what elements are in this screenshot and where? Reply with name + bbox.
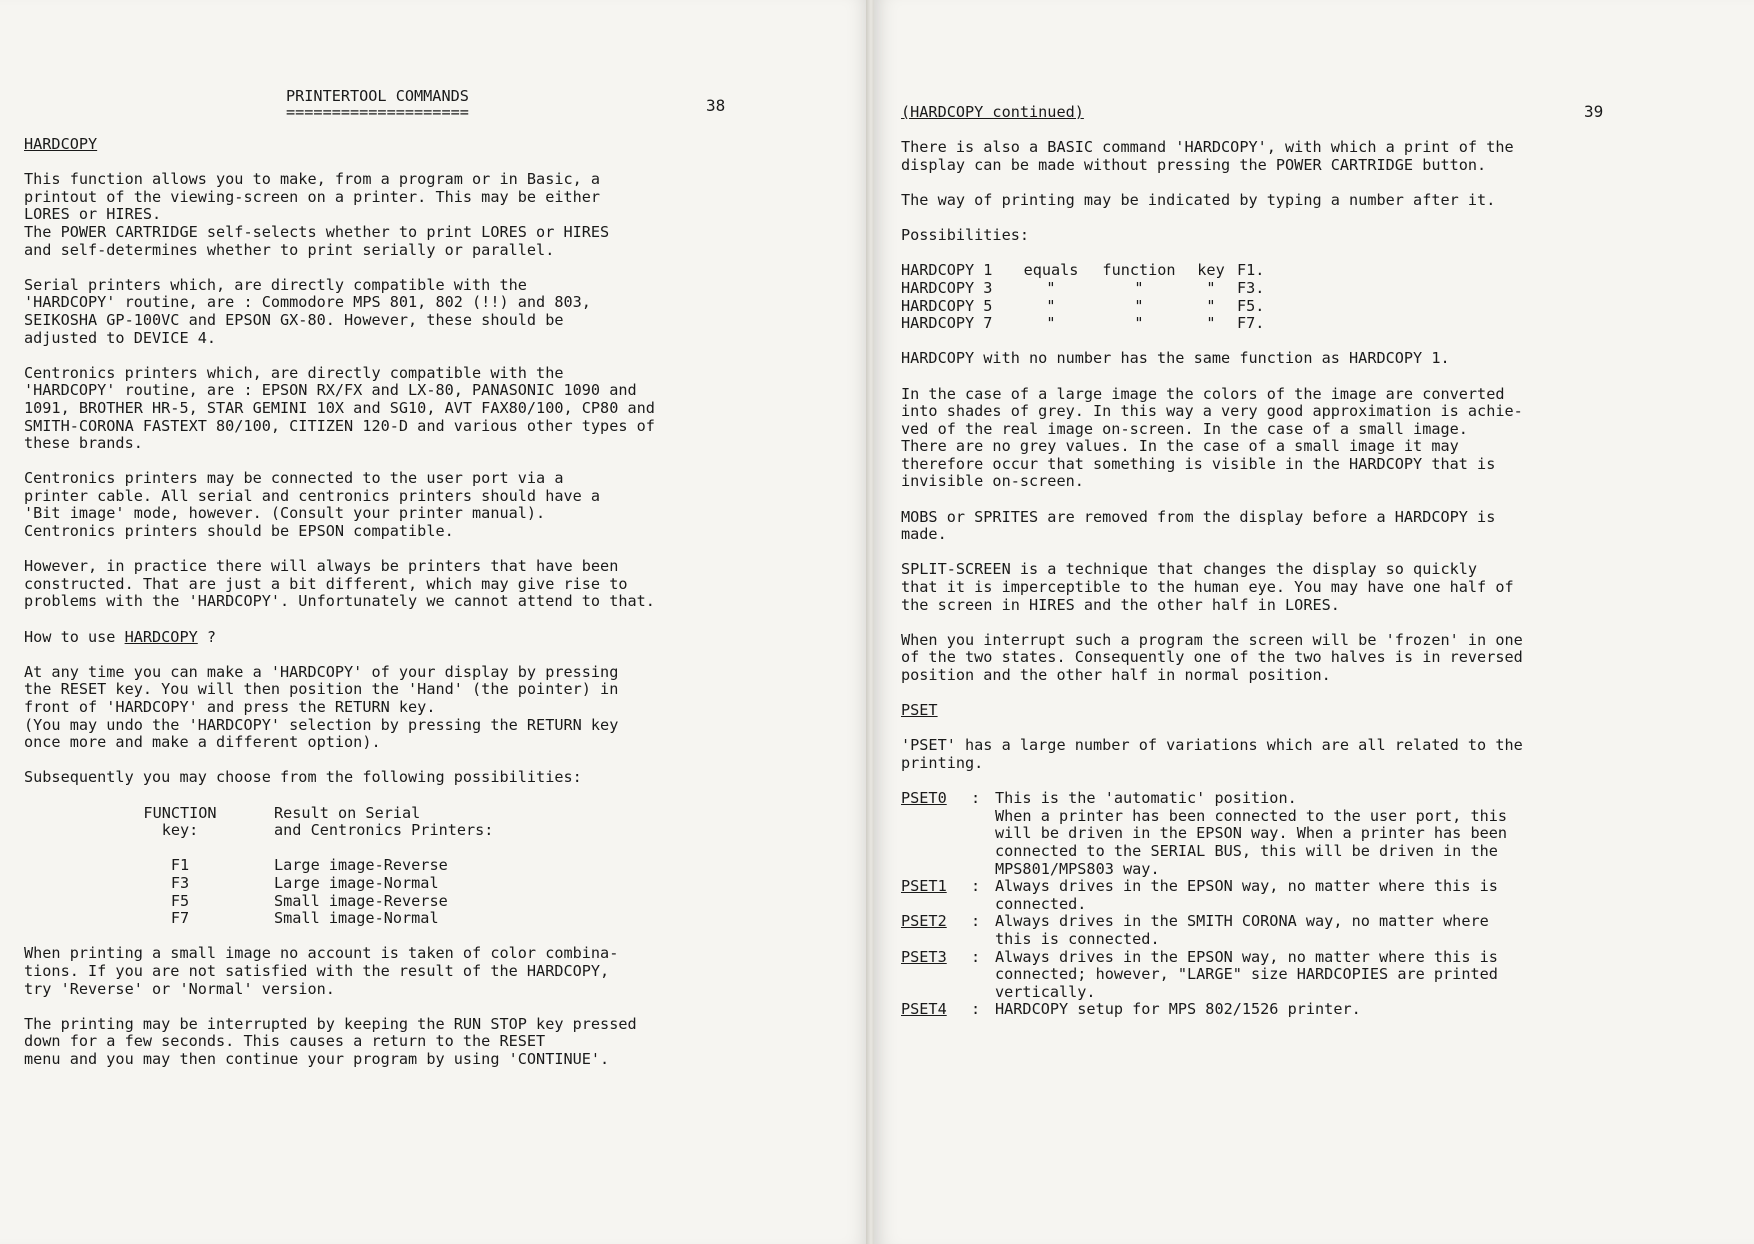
pset-text: HARDCOPY setup for MPS 802/1526 printer. bbox=[995, 1000, 1361, 1019]
paragraph: In the case of a large image the colors of the image are converted into shades of grey. In this way a very good approximation is achie- ved of the real image on-screen. In the case of a small image. There are no grey values. In the case of a small image it may therefore occur that something is visible in the HARDCOPY that is invisible on-screen. bbox=[901, 384, 1523, 491]
function-key: F7 bbox=[170, 909, 190, 928]
table-row bbox=[901, 315, 1264, 333]
function-result: Small image-Reverse bbox=[274, 891, 448, 910]
hardcopy-number-table bbox=[901, 262, 1264, 332]
paragraph: Possibilities: bbox=[901, 226, 1030, 245]
section-heading-pset: PSET bbox=[901, 701, 938, 720]
pset-item bbox=[901, 949, 1661, 1002]
right-page bbox=[874, 0, 1754, 1244]
paragraph: Serial printers which, are directly compatible with the 'HARDCOPY' routine, are : Commodore MPS 801, 802 (!!) and 803, SEIKOSHA GP-100VC and EPSON GX-80. However, these should be adjusted to DEVICE 4. bbox=[24, 275, 591, 347]
function-key: F5 bbox=[170, 891, 190, 910]
paragraph: There is also a BASIC command 'HARDCOPY', with which a print of the display can be made without pressing the POWER CARTRIDGE button. bbox=[901, 138, 1514, 174]
hardcopy-col-b: " bbox=[1134, 278, 1144, 297]
hardcopy-col-a: " bbox=[1046, 314, 1056, 333]
left-page bbox=[0, 0, 870, 1244]
paragraph: HARDCOPY with no number has the same function as HARDCOPY 1. bbox=[901, 349, 1450, 368]
hardcopy-col-b: " bbox=[1134, 314, 1144, 333]
hardcopy-col-d: F5. bbox=[1237, 296, 1265, 315]
page-title-rule: ==================== bbox=[286, 102, 469, 121]
left-page-content bbox=[24, 88, 754, 1086]
paragraph: Centronics printers which, are directly compatible with the 'HARDCOPY' routine, are : EPSON RX/FX and LX-80, PANASONIC 1090 and 1091, BROTHER HR-5, STAR GEMINI 10X and SG10, AVT FAX80/100, CP80 and SMITH-CORONA FASTEXT 80/100, CITIZEN 120-D and various other types of these brands. bbox=[24, 363, 655, 453]
hardcopy-col-c: " bbox=[1206, 296, 1216, 315]
function-key: F1 bbox=[170, 856, 190, 875]
table-row bbox=[901, 280, 1264, 298]
pset-separator: : bbox=[971, 947, 981, 966]
pset-item bbox=[901, 790, 1661, 878]
page-number-right: 39 bbox=[1584, 102, 1604, 121]
pset-separator: : bbox=[971, 912, 981, 931]
hardcopy-col-c: key bbox=[1197, 261, 1225, 280]
hardcopy-cmd: HARDCOPY 1 bbox=[901, 261, 993, 280]
function-result: Small image-Normal bbox=[274, 909, 439, 928]
function-header-key: FUNCTION key: bbox=[143, 803, 217, 840]
hardcopy-col-b: function bbox=[1102, 261, 1176, 280]
hardcopy-col-b: " bbox=[1134, 296, 1144, 315]
hardcopy-col-a: " bbox=[1046, 278, 1056, 297]
pset-separator: : bbox=[971, 1000, 981, 1019]
hardcopy-col-a: equals bbox=[1023, 261, 1079, 280]
paragraph: At any time you can make a 'HARDCOPY' of your display by pressing the RESET key. You will then position the 'Hand' (the pointer) in front of 'HARDCOPY' and press the RETURN key. (You may undo the 'HARDCOPY' selection by pressing the RETURN key once more and make a different option). bbox=[24, 662, 619, 752]
pset-label: PSET2 bbox=[901, 912, 947, 931]
pset-text: Always drives in the EPSON way, no matter where this is connected; however, "LARGE" size HARDCOPIES are printed vertically. bbox=[995, 947, 1498, 1001]
table-row bbox=[901, 262, 1264, 280]
pset-item bbox=[901, 1001, 1661, 1019]
paragraph: Subsequently you may choose from the following possibilities: bbox=[24, 768, 582, 787]
pset-separator: : bbox=[971, 877, 981, 896]
howto-line bbox=[24, 629, 754, 647]
table-row bbox=[86, 857, 493, 875]
hardcopy-cmd: HARDCOPY 7 bbox=[901, 314, 993, 333]
function-result: Large image-Normal bbox=[274, 873, 439, 892]
hardcopy-cmd: HARDCOPY 3 bbox=[901, 278, 993, 297]
pset-label: PSET3 bbox=[901, 947, 947, 966]
page-title: PRINTERTOOL COMMANDS bbox=[286, 87, 469, 105]
function-table-header bbox=[86, 805, 493, 858]
howto-prefix: How to use bbox=[24, 627, 125, 646]
pset-text: Always drives in the EPSON way, no matter where this is connected. bbox=[995, 877, 1498, 913]
hardcopy-cmd: HARDCOPY 5 bbox=[901, 296, 993, 315]
pset-separator: : bbox=[971, 789, 981, 808]
hardcopy-col-c: " bbox=[1206, 314, 1216, 333]
paragraph: When printing a small image no account is taken of color combina- tions. If you are not satisfied with the result of the HARDCOPY, try 'Reverse' or 'Normal' version. bbox=[24, 944, 619, 998]
hardcopy-col-d: F3. bbox=[1237, 278, 1265, 297]
table-row bbox=[86, 910, 493, 928]
function-result: Large image-Reverse bbox=[274, 856, 448, 875]
hardcopy-col-a: " bbox=[1046, 296, 1056, 315]
section-heading-hardcopy: HARDCOPY bbox=[24, 135, 98, 153]
howto-suffix: ? bbox=[197, 627, 217, 646]
pset-label: PSET1 bbox=[901, 877, 947, 896]
paragraph: The printing may be interrupted by keeping the RUN STOP key pressed down for a few seconds. This causes a return to the RESET menu and you may then continue your program by using 'CONTINUE'. bbox=[24, 1014, 637, 1068]
right-page-content bbox=[901, 104, 1661, 1019]
pset-item bbox=[901, 913, 1661, 948]
pset-item bbox=[901, 878, 1661, 913]
pset-intro: 'PSET' has a large number of variations which are all related to the printing. bbox=[901, 736, 1523, 772]
page-number-left: 38 bbox=[706, 96, 726, 115]
hardcopy-col-d: F1. bbox=[1237, 261, 1265, 280]
pset-label: PSET4 bbox=[901, 1000, 947, 1019]
function-key-table bbox=[86, 805, 493, 928]
hardcopy-col-c: " bbox=[1206, 278, 1216, 297]
paragraph: This function allows you to make, from a program or in Basic, a printout of the viewing-screen on a printer. This may be either LORES or HIRES. The POWER CARTRIDGE self-selects whether to print LORES or HIRES and self-determines whether to print serially or parallel. bbox=[24, 170, 610, 259]
paragraph: However, in practice there will always be printers that have been constructed. That are just a bit different, which may give rise to problems with the 'HARDCOPY'. Unfortunately we cannot attend to that. bbox=[24, 557, 655, 611]
table-row bbox=[86, 893, 493, 911]
function-key: F3 bbox=[170, 873, 190, 892]
paragraph: MOBS or SPRITES are removed from the display before a HARDCOPY is made. bbox=[901, 507, 1496, 544]
page-title-block bbox=[286, 87, 469, 121]
table-row bbox=[901, 298, 1264, 316]
paragraph: SPLIT-SCREEN is a technique that changes the display so quickly that it is imperceptible to the human eye. You may have one half of the screen in HIRES and the other half in LORES. bbox=[901, 560, 1514, 614]
pset-text: This is the 'automatic' position. When a printer has been connected to the user port, this will be driven in the EPSON way. When a printer has been connected to the SERIAL BUS, this will be driven in the MPS801/MPS803 way. bbox=[995, 789, 1508, 878]
hardcopy-col-d: F7. bbox=[1237, 314, 1265, 333]
paragraph: Centronics printers may be connected to the user port via a printer cable. All serial and centronics printers should have a 'Bit image' mode, however. (Consult your printer manual). Centronics printers should be EPSON compatible. bbox=[24, 469, 601, 541]
pset-text: Always drives in the SMITH CORONA way, no matter where this is connected. bbox=[995, 912, 1489, 948]
pset-label: PSET0 bbox=[901, 789, 947, 808]
continued-heading: (HARDCOPY continued) bbox=[901, 103, 1084, 121]
paragraph: When you interrupt such a program the screen will be 'frozen' in one of the two states. Consequently one of the two halves is in reversed position and the other half in normal position. bbox=[901, 630, 1523, 684]
function-header-result: Result on Serial and Centronics Printers: bbox=[274, 803, 494, 840]
table-row bbox=[86, 875, 493, 893]
howto-hardcopy-link: HARDCOPY bbox=[124, 627, 198, 646]
paragraph: The way of printing may be indicated by typing a number after it. bbox=[901, 190, 1496, 209]
